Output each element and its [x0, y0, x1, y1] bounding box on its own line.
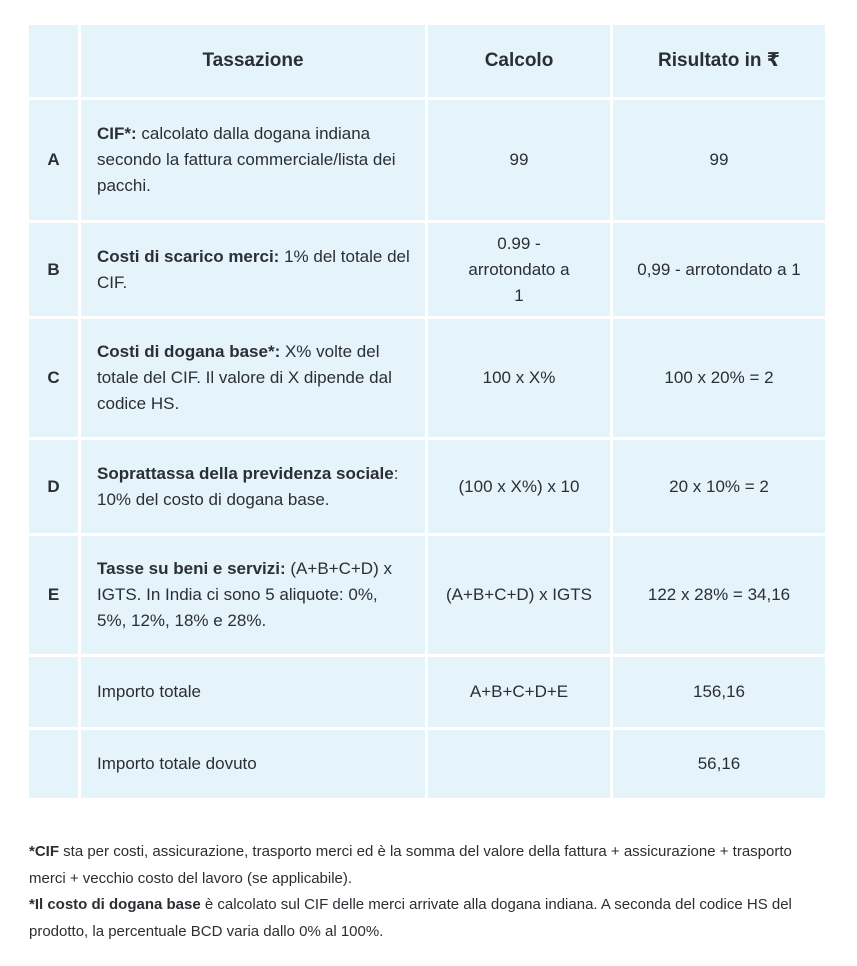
header-calcolo: Calcolo — [428, 25, 610, 97]
row-description — [81, 319, 425, 437]
row-risultato: 99 — [613, 100, 825, 220]
header-tassazione: Tassazione — [81, 25, 425, 97]
row-risultato: 100 x 20% = 2 — [613, 319, 825, 437]
table-row-a — [29, 100, 825, 220]
row-description-bold: Costi di scarico merci: — [97, 246, 280, 266]
footnote-cif — [29, 839, 829, 892]
row-description — [81, 536, 425, 654]
row-letter: B — [29, 223, 78, 316]
row-risultato: 20 x 10% = 2 — [613, 440, 825, 533]
row-description-text: (A+B+C+D) x IGTS. In India ci sono 5 aliquote: 0%, 5%, 12%, 18% e 28%. — [97, 559, 392, 630]
row-calcolo: (A+B+C+D) x IGTS — [428, 536, 610, 654]
row-risultato: 0,99 - arrotondato a 1 — [613, 223, 825, 316]
row-letter: C — [29, 319, 78, 437]
row-description-bold: Soprattassa della previdenza sociale — [97, 463, 394, 483]
total-label: Importo totale — [81, 657, 425, 727]
row-calcolo: 99 — [428, 100, 610, 220]
row-calcolo: 100 x X% — [428, 319, 610, 437]
row-calcolo: 0.99 - arrotondato a 1 — [428, 223, 610, 316]
row-letter: A — [29, 100, 78, 220]
table-header-row — [29, 25, 825, 97]
header-risultato: Risultato in ₹ — [613, 25, 825, 97]
due-risultato: 56,16 — [613, 730, 825, 798]
footnote-bcd — [29, 892, 829, 945]
row-description — [81, 440, 425, 533]
total-risultato: 156,16 — [613, 657, 825, 727]
row-description-bold: Tasse su beni e servizi: — [97, 559, 286, 578]
row-description-bold: Costi di dogana base*: — [97, 342, 281, 361]
row-letter — [29, 657, 78, 727]
footnote-cif-text: sta per costi, assicurazione, trasporto merci ed è la somma del valore della fattura + assicurazione + trasporto merci + vecchio costo del lavoro (se applicabile). — [29, 843, 792, 887]
row-letter — [29, 730, 78, 798]
footnote-bcd-text: è calcolato sul CIF delle merci arrivate alla dogana indiana. A seconda del codice HS del prodotto, la percentuale BCD varia dallo 0% al 100%. — [29, 896, 792, 940]
row-calcolo: (100 x X%) x 10 — [428, 440, 610, 533]
row-description — [81, 223, 425, 316]
table-row-b — [29, 223, 825, 316]
row-description-text: 1% del totale del CIF. — [97, 246, 410, 292]
row-description-text: calcolato dalla dogana indiana secondo la fattura commerciale/lista dei pacchi. — [97, 124, 396, 195]
row-description-text: : 10% del costo di dogana base. — [97, 463, 399, 509]
footnotes — [29, 839, 829, 945]
row-risultato: 122 x 28% = 34,16 — [613, 536, 825, 654]
row-description-bold: CIF*: — [97, 124, 137, 143]
total-calcolo: A+B+C+D+E — [428, 657, 610, 727]
tax-table — [26, 22, 828, 801]
row-description — [81, 100, 425, 220]
table-row-d — [29, 440, 825, 533]
due-calcolo — [428, 730, 610, 798]
due-label: Importo totale dovuto — [81, 730, 425, 798]
row-letter: E — [29, 536, 78, 654]
table-row-c — [29, 319, 825, 437]
tax-table-container — [29, 25, 825, 798]
row-letter: D — [29, 440, 78, 533]
table-row-due — [29, 730, 825, 798]
table-row-total — [29, 657, 825, 727]
row-description-text: X% volte del totale del CIF. Il valore di X dipende dal codice HS. — [97, 342, 392, 413]
footnote-bcd-bold: *Il costo di dogana base — [29, 896, 201, 913]
table-row-e — [29, 536, 825, 654]
header-letter — [29, 25, 78, 97]
footnote-cif-bold: *CIF — [29, 843, 59, 860]
